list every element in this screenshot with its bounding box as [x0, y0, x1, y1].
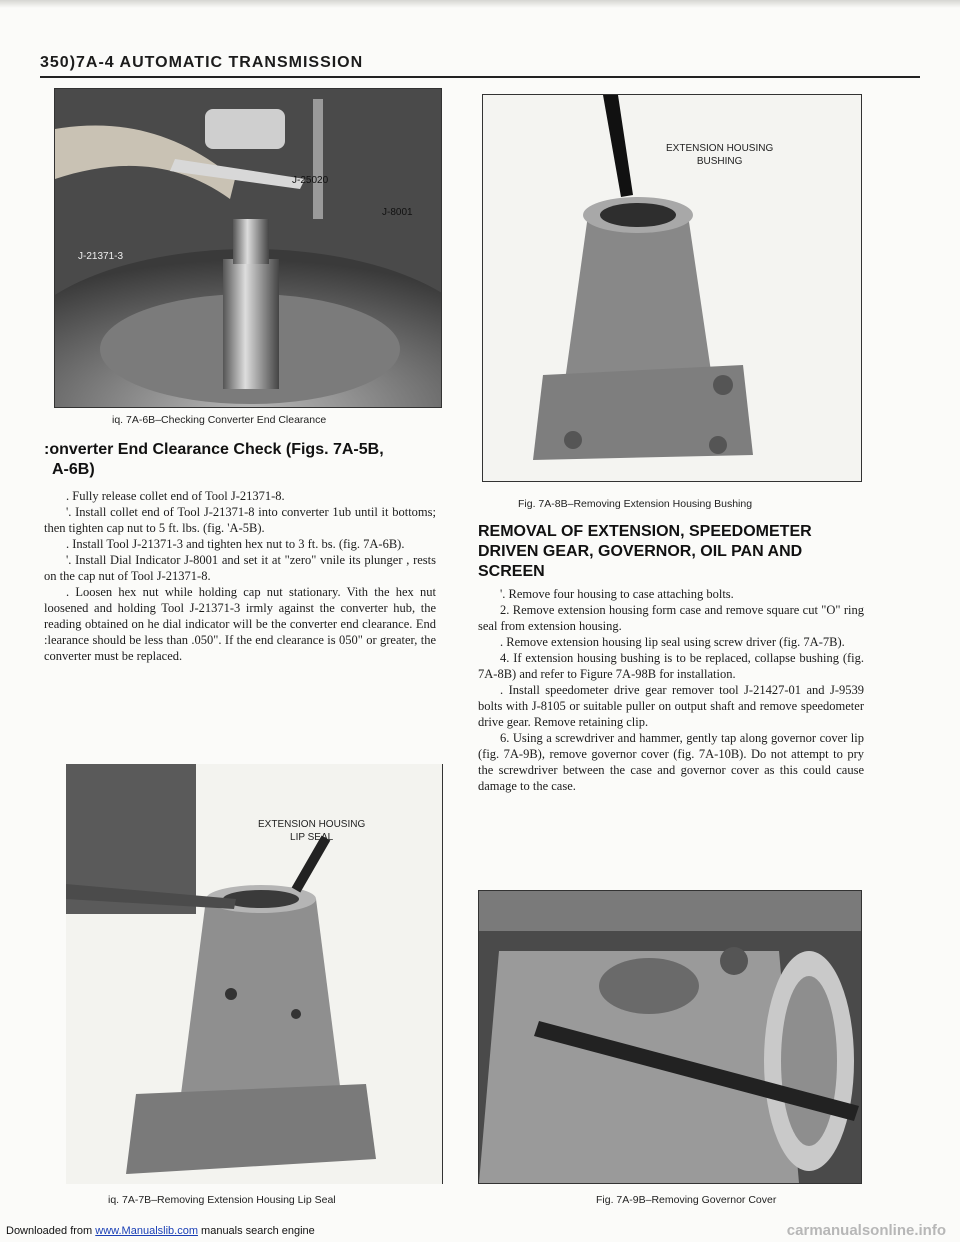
caption-fig-7a-7b: iq. 7A-7B–Removing Extension Housing Lip Seal [108, 1194, 336, 1206]
callout-bushing: EXTENSION HOUSING BUSHING [666, 143, 774, 167]
callout-j21371-3: J-21371-3 [78, 251, 124, 262]
page-header: 350)7A-4 AUTOMATIC TRANSMISSION [40, 54, 364, 71]
download-suffix: manuals search engine [197, 1225, 315, 1237]
step-1: . Fully release collet end of Tool J-21371-8. [66, 489, 285, 503]
caption-fig-7a-6b: iq. 7A-6B–Checking Converter End Clearance [112, 414, 327, 426]
lip-seal-photo-art [66, 764, 442, 1184]
heading-converter-end-clearance [44, 440, 444, 480]
watermark: carmanualsonline.info [786, 1222, 946, 1239]
heading-removal-of-extension [478, 522, 898, 582]
step-2: 2. Remove extension housing form case and remove square cut "O" ring seal from extension housing. [478, 603, 864, 633]
step-3: . Remove extension housing lip seal using screw driver (fig. 7A-7B). [500, 635, 845, 649]
header-rule [40, 76, 920, 78]
top-edge [0, 0, 960, 8]
step-1: '. Remove four housing to case attaching bolts. [500, 587, 734, 601]
callout-lip-seal: EXTENSION HOUSING LIP SEAL [258, 819, 366, 843]
download-prefix: Downloaded from [6, 1225, 96, 1237]
removal-steps-text [478, 586, 864, 794]
figure-converter-clearance-photo [54, 88, 442, 408]
step-2: '. Install collet end of Tool J-21371-8 into converter 1ub until it bottoms; then tighten cap nut to 5 ft. lbs. (fig. 'A-5B). [44, 505, 436, 535]
heading-line: SCREEN [478, 563, 545, 580]
download-note [6, 1225, 315, 1237]
converter-clearance-text [44, 488, 436, 664]
caption-fig-7a-8b: Fig. 7A-8B–Removing Extension Housing Bushing [518, 498, 753, 510]
step-4: 4. If extension housing bushing is to be replaced, collapse bushing (fig. 7A-8B) and refer to Figure 7A-98B for installation. [478, 651, 864, 681]
governor-photo-art [479, 891, 861, 1183]
step-4: '. Install Dial Indicator J-8001 and set it at "zero" vnile its plunger , rests on the cap nut of Tool J-21371-8. [44, 553, 436, 583]
page-footer [0, 1222, 960, 1242]
manualslib-link[interactable]: www.Manualslib.com [95, 1225, 198, 1237]
heading-line: :onverter End Clearance Check (Figs. 7A-5B, [44, 441, 384, 458]
step-6: 6. Using a screwdriver and hammer, gently tap along governor cover lip (fig. 7A-9B), remove governor cover (fig. 7A-10B). Do not attempt to pry the screwdriver between the case and governor cover as this could cause damage to the case. [478, 731, 864, 793]
figure-lip-seal-photo [66, 764, 443, 1184]
callout-j8001: J-8001 [382, 207, 413, 218]
callout-j25020: J-25020 [292, 175, 329, 186]
heading-line: A-6B) [52, 461, 95, 478]
heading-line: REMOVAL OF EXTENSION, SPEEDOMETER [478, 523, 812, 540]
caption-fig-7a-9b: Fig. 7A-9B–Removing Governor Cover [596, 1194, 777, 1206]
converter-photo-art [55, 89, 441, 407]
step-5: . Install speedometer drive gear remover tool J-21427-01 and J-9539 bolts with J-8105 or suitable puller on output shaft and remove speedometer drive gear. Remove retaining clip. [478, 683, 864, 729]
heading-line: DRIVEN GEAR, GOVERNOR, OIL PAN AND [478, 543, 803, 560]
step-3: . Install Tool J-21371-3 and tighten hex nut to 3 ft. bs. (fig. 7A-6B). [66, 537, 405, 551]
step-5: . Loosen hex nut while holding cap nut stationary. Vith the hex nut loosened and holding Tool J-21371-3 irmly against the converter hub, the reading obtained on he dial indicator will be the converter end clearance. End :learance should be less than .050". If the end clearance is 050" or greater, the converter must be replaced. [44, 585, 436, 663]
figure-governor-cover-photo [478, 890, 862, 1184]
